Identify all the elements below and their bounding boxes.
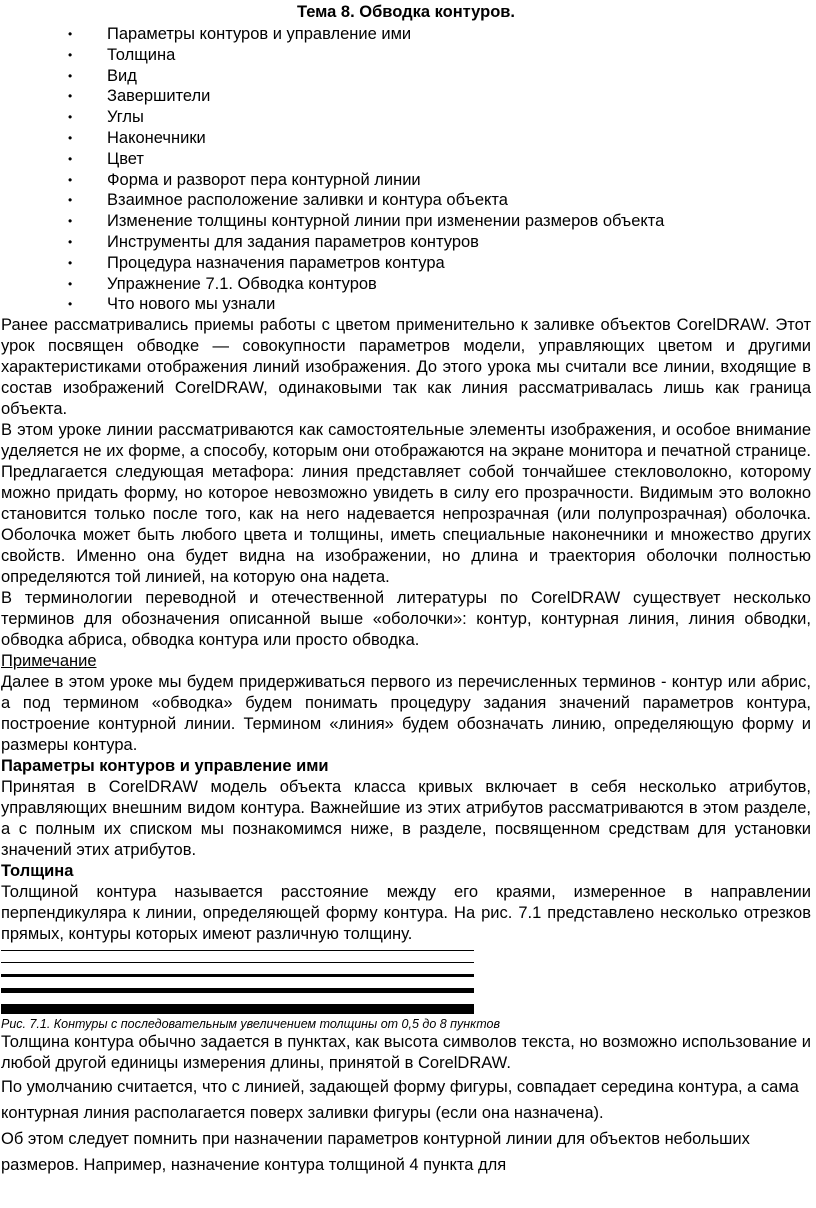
topic-list-item bbox=[1, 253, 811, 274]
topic-list bbox=[1, 24, 811, 315]
note-text: Далее в этом уроке мы будем придерживаться первого из перечисленных терминов - контур или абрис, а под термином «обводка» будем понимать процедуру задания значений параметров контура, построение контурной линии. Термином «линия» будем обозначать линию, определяющую форму и размеры контура. bbox=[1, 673, 811, 755]
bullet-icon: • bbox=[68, 255, 73, 270]
bullet-icon: • bbox=[68, 276, 73, 291]
topic-list-item bbox=[1, 86, 811, 107]
section-text-thickness: Толщиной контура называется расстояние между его краями, измеренное в направлении перпендикуляра к линии, определяющей форму контура. На рис. 7.1 представлено несколько отрезков прямых, контуры которых имеют различную толщину. bbox=[1, 883, 811, 944]
topic-list-item-label: Наконечники bbox=[107, 128, 206, 147]
topic-list-item-label: Что нового мы узнали bbox=[107, 295, 276, 314]
bullet-icon: • bbox=[68, 110, 73, 125]
bullet-icon: • bbox=[68, 27, 73, 41]
bullet-icon: • bbox=[68, 193, 73, 208]
topic-list-item-label: Цвет bbox=[107, 149, 144, 168]
stroke-sample-1 bbox=[1, 950, 474, 951]
bullet-icon: • bbox=[68, 297, 73, 312]
intro-paragraph-1: Ранее рассматривались приемы работы с цветом применительно к заливке объектов CorelDRAW. Этот урок посвящен обводке — совокупности параметров модели, управляющих цветом и другими характеристиками отображения линий изображения. До этого урока мы считали все линии, входящие в состав изображений CorelDRAW, одинаковыми так как линия рассматривалась лишь как граница объекта. bbox=[1, 316, 811, 419]
topic-list-item bbox=[1, 294, 811, 315]
topic-list-item-label: Процедура назначения параметров контура bbox=[107, 253, 445, 272]
bullet-icon: • bbox=[68, 172, 73, 187]
topic-list-item-label: Изменение толщины контурной линии при изменении размеров объекта bbox=[107, 212, 665, 231]
intro-paragraph-2: В этом уроке линии рассматриваются как самостоятельные элементы изображения, и особое внимание уделяется не их форме, а способу, которым они отображаются на экране монитора и печатной странице. Предлагается следующая метафора: линия представляет собой тончайшее стекловолокно, которому можно придать форму, но которое невозможно увидеть в силу его прозрачности. Видимым это волокно становится только после того, как на него надевается непрозрачная (или полупрозрачная) оболочка. Оболочка может быть любого цвета и толщины, иметь специальные наконечники и множество других свойств. Именно она будет видна на изображении, но длина и траектория оболочки полностью определяются той линией, на которую она надета. bbox=[1, 421, 811, 587]
bullet-icon: • bbox=[68, 68, 73, 83]
figure-caption: Рис. 7.1. Контуры с последовательным увеличением толщины от 0,5 до 8 пунктов bbox=[1, 1017, 500, 1032]
bullet-icon: • bbox=[68, 89, 73, 104]
small-objects-paragraph: Об этом следует помнить при назначении параметров контурной линии для объектов небольших размеров. Например, назначение контура толщиной 4 пункта для bbox=[1, 1130, 750, 1175]
note-label: Примечание bbox=[1, 652, 97, 671]
topic-list-item-label: Упражнение 7.1. Обводка контуров bbox=[107, 274, 377, 293]
section-text-parameters: Принятая в CorelDRAW модель объекта класса кривых включает в себя несколько атрибутов, управляющих внешним видом контура. Важнейшие из этих атрибутов рассматриваются в этом разделе, а с полным их списком мы познакомимся ниже, в разделе, посвященном средствам для установки значений этих атрибутов. bbox=[1, 778, 811, 860]
topic-list-item bbox=[1, 232, 811, 253]
bullet-icon: • bbox=[68, 130, 73, 145]
topic-list-item-label: Толщина bbox=[107, 45, 176, 64]
intro-paragraph-3: В терминологии переводной и отечественной литературы по CorelDRAW существует несколько терминов для обозначения описанной выше «оболочки»: контур, контурная линия, линия обводки, обводка абриса, обводка контура или просто обводка. bbox=[1, 589, 811, 650]
after-figure-paragraph: Толщина контура обычно задается в пунктах, как высота символов текста, но возможно использование и любой другой единицы измерения длины, принятой в CorelDRAW. bbox=[1, 1033, 811, 1073]
stroke-sample-5 bbox=[1, 1004, 474, 1014]
topic-list-item-label: Взаимное расположение заливки и контура объекта bbox=[107, 191, 508, 210]
bullet-icon: • bbox=[68, 47, 73, 62]
topic-list-item-label: Параметры контуров и управление ими bbox=[107, 25, 412, 43]
topic-list-item bbox=[1, 66, 811, 87]
topic-list-item bbox=[1, 170, 811, 191]
stroke-sample-2 bbox=[1, 962, 474, 963]
figure-stroke-samples bbox=[1, 948, 474, 1014]
topic-list-item-label: Форма и разворот пера контурной линии bbox=[107, 170, 421, 189]
bullet-icon: • bbox=[68, 234, 73, 249]
topic-list-item-label: Завершители bbox=[107, 87, 211, 106]
topic-list-item bbox=[1, 211, 811, 232]
stroke-sample-4 bbox=[1, 988, 474, 993]
topic-list-item bbox=[1, 45, 811, 66]
default-position-paragraph: По умолчанию считается, что с линией, задающей форму фигуры, совпадает середина контура, а сама контурная линия располагается поверх заливки фигуры (если она назначена). bbox=[1, 1078, 799, 1123]
topic-list-item-label: Инструменты для задания параметров контуров bbox=[107, 232, 479, 251]
bullet-icon: • bbox=[68, 214, 73, 229]
bullet-icon: • bbox=[68, 151, 73, 166]
topic-list-item bbox=[1, 149, 811, 170]
topic-list-item bbox=[1, 128, 811, 149]
topic-list-item-label: Углы bbox=[107, 108, 144, 127]
topic-list-item bbox=[1, 274, 811, 295]
page-title: Тема 8. Обводка контуров. bbox=[296, 3, 516, 21]
topic-list-item bbox=[1, 24, 811, 45]
stroke-sample-3 bbox=[1, 974, 474, 977]
topic-list-item-label: Вид bbox=[107, 66, 137, 85]
topic-list-item bbox=[1, 190, 811, 211]
section-heading-parameters: Параметры контуров и управление ими bbox=[1, 757, 329, 776]
section-heading-thickness: Толщина bbox=[1, 862, 74, 881]
topic-list-item bbox=[1, 107, 811, 128]
